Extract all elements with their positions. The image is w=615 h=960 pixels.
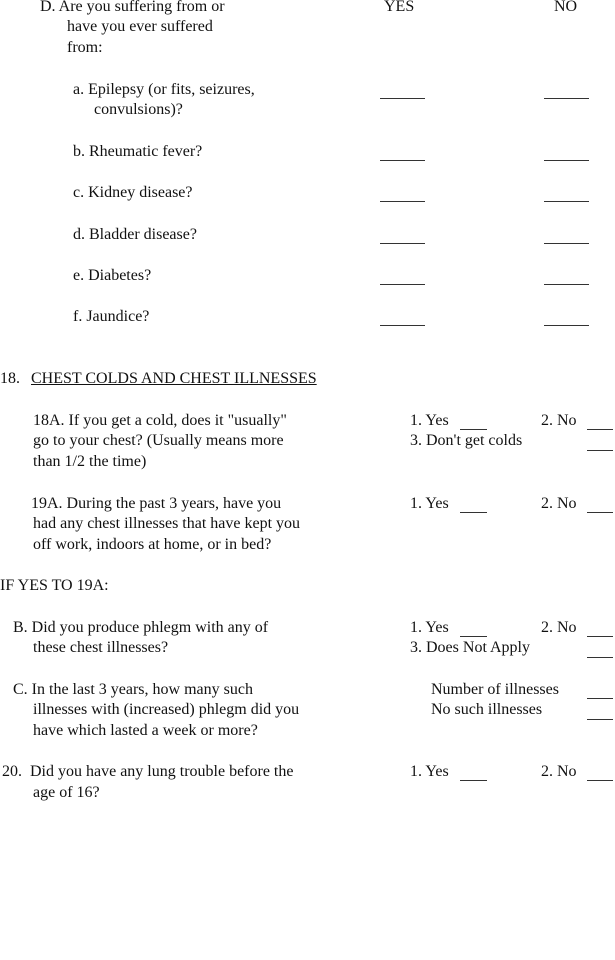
item-epilepsy-line2: convulsions)? <box>94 101 183 118</box>
item-rheumatic-fever: b. Rheumatic fever? <box>73 143 203 160</box>
q19a-line3: off work, indoors at home, or in bed? <box>33 536 272 553</box>
q18a-line1: 18A. If you get a cold, does it "usually" <box>33 412 287 429</box>
jaundice-no-blank[interactable] <box>544 325 589 326</box>
question-d-line3: from: <box>67 39 103 56</box>
q18a-line3: than 1/2 the time) <box>33 453 147 470</box>
q19b-no-blank[interactable] <box>587 636 613 637</box>
item-epilepsy-line1: a. Epilepsy (or fits, seizures, <box>73 81 255 98</box>
kidney-disease-yes-blank[interactable] <box>380 201 425 202</box>
q19a-line1: 19A. During the past 3 years, have you <box>31 495 282 512</box>
q19c-line2: illnesses with (increased) phlegm did you <box>33 701 300 718</box>
question-d-line2: have you ever suffered <box>67 18 213 35</box>
q19c-number-blank[interactable] <box>587 698 613 699</box>
q18a-dont-get-colds-label: 3. Don't get colds <box>410 432 523 449</box>
q19b-line2: these chest illnesses? <box>33 639 169 656</box>
q18a-yes-blank[interactable] <box>460 429 487 430</box>
q18a-yes-label: 1. Yes <box>410 412 449 429</box>
q19c-line1: C. In the last 3 years, how many such <box>13 681 253 698</box>
q19b-yes-label: 1. Yes <box>410 619 449 636</box>
q19c-none-label: No such illnesses <box>431 701 543 718</box>
rheumatic-fever-yes-blank[interactable] <box>380 160 425 161</box>
q19b-no-label: 2. No <box>541 619 577 636</box>
q18a-line2: go to your chest? (Usually means more <box>33 432 284 449</box>
diabetes-yes-blank[interactable] <box>380 284 425 285</box>
q19b-does-not-apply-blank[interactable] <box>587 657 613 658</box>
q19b-yes-blank[interactable] <box>460 636 487 637</box>
q20-no-label: 2. No <box>541 763 577 780</box>
if-yes-instruction: IF YES TO 19A: <box>0 577 109 594</box>
epilepsy-yes-blank[interactable] <box>380 98 425 99</box>
item-kidney-disease: c. Kidney disease? <box>73 184 193 201</box>
column-header-no: NO <box>554 0 578 15</box>
item-diabetes: e. Diabetes? <box>73 267 152 284</box>
question-d-line1: D. Are you suffering from or <box>40 0 225 15</box>
q19a-line2: had any chest illnesses that have kept you <box>33 515 301 532</box>
q19a-no-blank[interactable] <box>587 512 613 513</box>
q20-no-blank[interactable] <box>587 780 613 781</box>
section-18-title: CHEST COLDS AND CHEST ILLNESSES <box>31 370 317 387</box>
epilepsy-no-blank[interactable] <box>544 98 589 99</box>
q20-yes-blank[interactable] <box>460 780 487 781</box>
column-header-yes: YES <box>384 0 415 15</box>
q20-line1: 20. Did you have any lung trouble before the <box>2 763 294 780</box>
diabetes-no-blank[interactable] <box>544 284 589 285</box>
item-jaundice: f. Jaundice? <box>73 308 150 325</box>
q18a-dont-get-colds-blank[interactable] <box>587 450 613 451</box>
bladder-disease-yes-blank[interactable] <box>380 243 425 244</box>
q19a-yes-blank[interactable] <box>460 512 487 513</box>
q20-line2: age of 16? <box>33 784 100 801</box>
jaundice-yes-blank[interactable] <box>380 325 425 326</box>
q19b-does-not-apply-label: 3. Does Not Apply <box>410 639 530 656</box>
q20-yes-label: 1. Yes <box>410 763 449 780</box>
q19c-none-blank[interactable] <box>587 719 613 720</box>
q19b-line1: B. Did you produce phlegm with any of <box>13 619 269 636</box>
q18a-no-blank[interactable] <box>587 429 613 430</box>
rheumatic-fever-no-blank[interactable] <box>544 160 589 161</box>
kidney-disease-no-blank[interactable] <box>544 201 589 202</box>
q19a-no-label: 2. No <box>541 495 577 512</box>
q19a-yes-label: 1. Yes <box>410 495 449 512</box>
bladder-disease-no-blank[interactable] <box>544 243 589 244</box>
item-bladder-disease: d. Bladder disease? <box>73 226 197 243</box>
section-18-number: 18. <box>0 370 20 387</box>
q18a-no-label: 2. No <box>541 412 577 429</box>
q19c-line3: have which lasted a week or more? <box>33 722 258 739</box>
q19c-number-label: Number of illnesses <box>431 681 559 698</box>
